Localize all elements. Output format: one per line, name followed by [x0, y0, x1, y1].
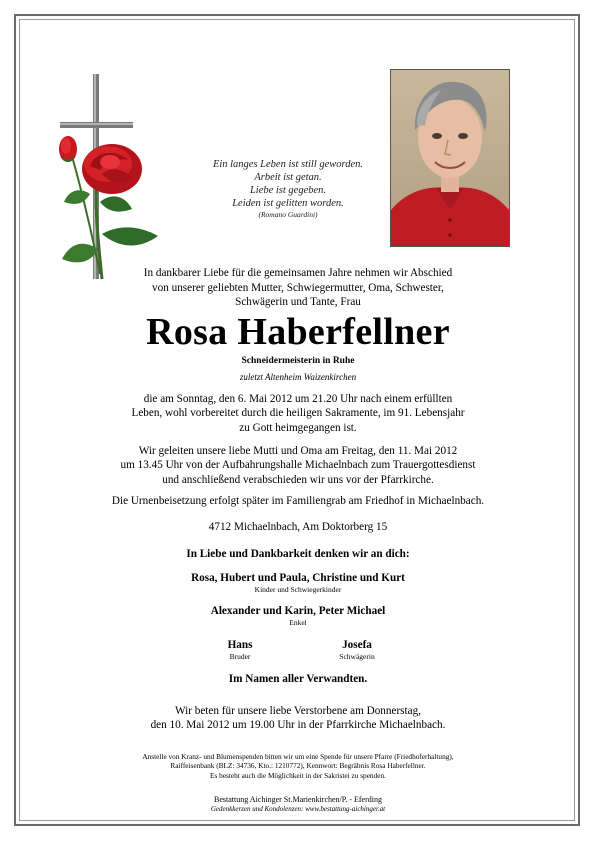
deceased-name: Rosa Haberfellner	[146, 311, 450, 353]
poem-line: Ein langes Leben ist still geworden.	[212, 159, 364, 170]
intro-line: von unserer geliebten Mutter, Schwiegermutter, Oma, Schwester,	[152, 281, 444, 294]
condolences-link[interactable]: Gedenkkerzen und Kondolenzen: www.bestattung-aichinger.at	[210, 805, 386, 813]
leaf	[100, 196, 132, 211]
profession: Schneidermeisterin in Ruhe	[241, 356, 355, 366]
relatives-line: Im Namen aller Verwandten.	[228, 673, 368, 685]
funeral-notice	[0, 444, 596, 487]
donation-line: Es besteht auch die Möglichkeit in der Sakristei zu spenden.	[210, 770, 386, 780]
intro-text	[0, 266, 596, 310]
sibling-name: Josefa	[342, 639, 372, 651]
prayer-notice	[0, 704, 596, 733]
death-notice-line: Leben, wohl vorbereitet durch die heiligen Sakramente, im 91. Lebensjahr	[131, 407, 465, 420]
mourner-relation: Kinder und Schwiegerkinder	[254, 585, 342, 595]
poem-author: (Romano Guardini)	[258, 210, 318, 219]
red-rose	[82, 144, 142, 194]
mourner-names: Alexander und Karin, Peter Michael	[210, 605, 386, 617]
mourner-names: Rosa, Hubert und Paula, Christine und Kurt	[191, 572, 405, 584]
urn-burial-notice: Die Urnenbeisetzung erfolgt später im Familiengrab am Friedhof in Michaelnbach.	[111, 495, 485, 507]
leaf	[64, 190, 90, 204]
leaf	[62, 244, 98, 263]
poem-line: Liebe ist gegeben.	[249, 185, 327, 196]
funeral-line: um 13.45 Uhr von der Aufbahrungshalle Michaelnbach zum Trauergottesdienst	[120, 459, 476, 472]
portrait-image	[391, 70, 509, 246]
death-notice-line: die am Sonntag, den 6. Mai 2012 um 21.20 Uhr nach einem erfüllten	[143, 393, 453, 405]
donation-line: Raiffeisenbank (BLZ: 34736, Kto.: 1210772), Kennwort: Begräbnis Rosa Haberfellner.	[170, 761, 426, 771]
undertaker: Bestattung Aichinger St.Marienkirchen/P. - Eferding	[214, 795, 382, 804]
mourner-relation: Enkel	[289, 618, 307, 628]
death-notice	[0, 392, 596, 435]
donation-notice	[0, 752, 596, 780]
portrait-photo	[390, 69, 510, 247]
intro-line: In dankbarer Liebe für die gemeinsamen Jahre nehmen wir Abschied	[143, 267, 453, 279]
prayer-line: den 10. Mai 2012 um 19.00 Uhr in der Pfarrkirche Michaelnbach.	[150, 719, 446, 732]
rose-bud	[59, 136, 77, 162]
leaf	[102, 227, 158, 245]
death-notice-line: zu Gott heimgegangen ist.	[239, 421, 357, 434]
funeral-line: und anschließend verabschieden wir uns vor der Pfarrkirche.	[162, 473, 434, 486]
poem-line: Arbeit ist getan.	[254, 172, 322, 183]
sibling-relation: Bruder	[229, 652, 251, 662]
sibling-name: Hans	[227, 639, 253, 651]
intro-line: Schwägerin und Tante, Frau	[235, 296, 361, 309]
last-residence: zuletzt Altenheim Waizenkirchen	[239, 372, 357, 382]
poem	[188, 158, 388, 219]
donation-line: Anstelle von Kranz- und Blumenspenden bitten wir um eine Spende für unsere Pfarre (Friedhoferhaltung),	[142, 752, 454, 761]
mourner-group	[0, 604, 596, 627]
family-address: 4712 Michaelnbach, Am Doktorberg 15	[208, 521, 388, 533]
sibling-sister-in-law	[297, 638, 417, 661]
poem-line: Leiden ist gelitten worden.	[232, 198, 344, 209]
mourners-heading: In Liebe und Dankbarkeit denken wir an dich:	[186, 548, 410, 560]
prayer-line: Wir beten für unsere liebe Verstorbene am Donnerstag,	[175, 705, 421, 717]
funeral-line: Wir geleiten unsere liebe Mutti und Oma am Freitag, den 11. Mai 2012	[138, 445, 458, 457]
sibling-brother	[180, 638, 300, 661]
mourner-group	[0, 571, 596, 594]
sibling-relation: Schwägerin	[339, 652, 375, 662]
cross-with-rose-illustration	[50, 74, 165, 289]
